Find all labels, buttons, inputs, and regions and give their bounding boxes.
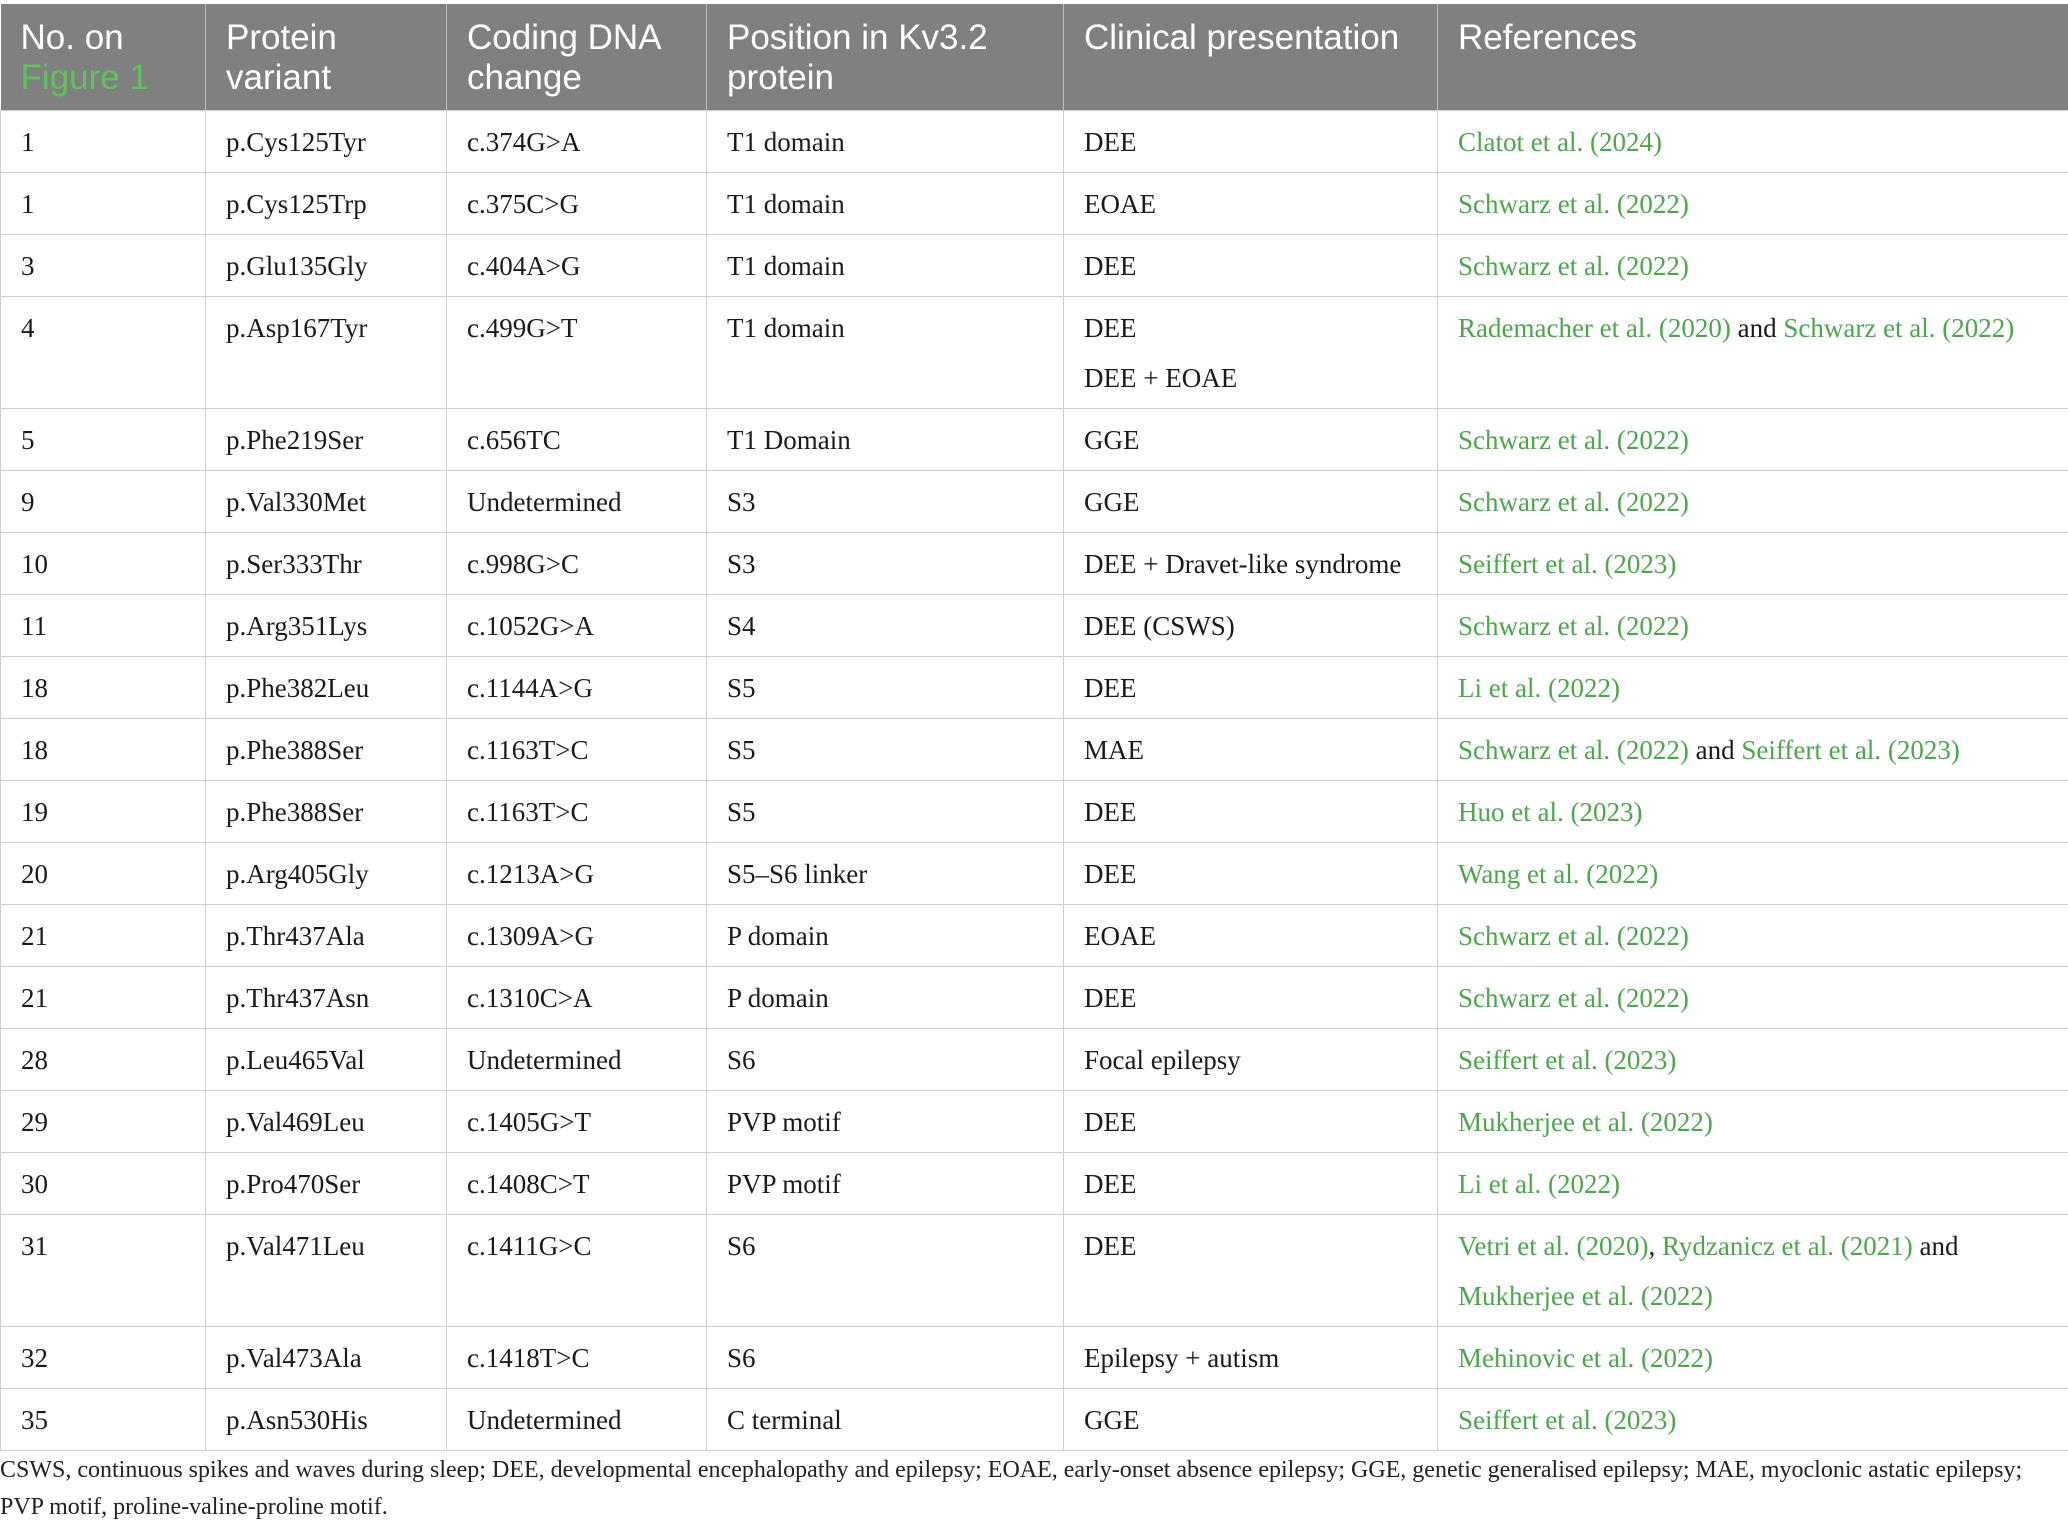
cell-position: T1 domain [707,297,1064,409]
cell-position: S5 [707,781,1064,843]
cell-position: S5 [707,719,1064,781]
table-row [1,781,2068,843]
table-row [1,1389,2068,1451]
cell-protein-variant: p.Pro470Ser [206,1153,447,1215]
variants-table-container [0,4,2068,1451]
clinical-line: DEE [1084,1169,1137,1199]
cell-coding-dna: Undetermined [447,1029,707,1091]
table-row [1,1029,2068,1091]
cell-coding-dna: c.375C>G [447,173,707,235]
cell-clinical-presentation [1064,657,1438,719]
cell-no: 5 [1,409,206,471]
clinical-line: DEE [1084,1107,1137,1137]
reference-separator: and [1730,313,1784,343]
cell-protein-variant: p.Ser333Thr [206,533,447,595]
header-no-on-figure [1,4,206,111]
cell-references [1438,719,2068,781]
cell-references [1438,657,2068,719]
reference-link[interactable]: Seiffert et al. (2023) [1458,1405,1677,1435]
table-row [1,1327,2068,1389]
cell-no: 11 [1,595,206,657]
table-row [1,1091,2068,1153]
cell-protein-variant: p.Thr437Asn [206,967,447,1029]
cell-no: 4 [1,297,206,409]
cell-no: 19 [1,781,206,843]
cell-protein-variant: p.Phe388Ser [206,719,447,781]
cell-no: 35 [1,1389,206,1451]
reference-link[interactable]: Mukherjee et al. (2022) [1458,1281,1713,1311]
cell-no: 30 [1,1153,206,1215]
reference-link[interactable]: Schwarz et al. (2022) [1458,611,1689,641]
cell-position: S4 [707,595,1064,657]
table-row [1,1153,2068,1215]
cell-protein-variant: p.Val473Ala [206,1327,447,1389]
clinical-line: DEE [1084,859,1137,889]
header-coding-dna-change: Coding DNA change [447,4,707,111]
table-row [1,533,2068,595]
reference-link[interactable]: Schwarz et al. (2022) [1458,251,1689,281]
cell-references [1438,905,2068,967]
header-references: References [1438,4,2068,111]
cell-clinical-presentation [1064,595,1438,657]
figure-1-link[interactable]: Figure 1 [20,58,149,97]
cell-position: T1 domain [707,173,1064,235]
cell-references [1438,843,2068,905]
cell-references [1438,471,2068,533]
table-row [1,111,2068,173]
cell-references [1438,1029,2068,1091]
cell-coding-dna: c.998G>C [447,533,707,595]
cell-references [1438,967,2068,1029]
cell-references [1438,235,2068,297]
table-row [1,595,2068,657]
cell-no: 10 [1,533,206,595]
cell-position: C terminal [707,1389,1064,1451]
cell-protein-variant: p.Val471Leu [206,1215,447,1327]
cell-position: S3 [707,533,1064,595]
cell-coding-dna: Undetermined [447,471,707,533]
cell-no: 18 [1,657,206,719]
clinical-line: MAE [1084,735,1144,765]
reference-link[interactable]: Schwarz et al. (2022) [1458,425,1689,455]
reference-link[interactable]: Schwarz et al. (2022) [1458,921,1689,951]
clinical-line: GGE [1084,425,1140,455]
cell-coding-dna: c.656TC [447,409,707,471]
cell-coding-dna: c.1411G>C [447,1215,707,1327]
cell-no: 20 [1,843,206,905]
cell-coding-dna: c.1309A>G [447,905,707,967]
cell-references [1438,173,2068,235]
cell-protein-variant: p.Phe382Leu [206,657,447,719]
cell-protein-variant: p.Leu465Val [206,1029,447,1091]
cell-coding-dna: c.1418T>C [447,1327,707,1389]
cell-protein-variant: p.Arg405Gly [206,843,447,905]
clinical-line: DEE [1084,797,1137,827]
kv32-variants-table [0,4,2068,1451]
cell-clinical-presentation [1064,1389,1438,1451]
reference-link[interactable]: Mukherjee et al. (2022) [1458,1107,1713,1137]
table-row [1,471,2068,533]
cell-position: S3 [707,471,1064,533]
clinical-line: DEE + Dravet-like syndrome [1084,549,1402,579]
cell-clinical-presentation [1064,781,1438,843]
cell-coding-dna: c.1163T>C [447,719,707,781]
cell-coding-dna: c.1408C>T [447,1153,707,1215]
reference-link[interactable]: Seiffert et al. (2023) [1458,1045,1677,1075]
table-row [1,843,2068,905]
cell-references [1438,781,2068,843]
cell-clinical-presentation [1064,905,1438,967]
clinical-line: DEE + EOAE [1084,363,1238,393]
cell-clinical-presentation [1064,1215,1438,1327]
clinical-line: Focal epilepsy [1084,1045,1241,1075]
table-row [1,1215,2068,1327]
cell-references [1438,409,2068,471]
cell-clinical-presentation [1064,843,1438,905]
reference-link[interactable]: Seiffert et al. (2023) [1741,735,1960,765]
reference-link[interactable]: Schwarz et al. (2022) [1458,735,1689,765]
cell-position: S6 [707,1029,1064,1091]
cell-protein-variant: p.Val330Met [206,471,447,533]
cell-coding-dna: c.1052G>A [447,595,707,657]
reference-link[interactable]: Wang et al. (2022) [1458,859,1659,889]
header-position: Position in Kv3.2 protein [707,4,1064,111]
cell-no: 1 [1,111,206,173]
cell-protein-variant: p.Phe388Ser [206,781,447,843]
clinical-line: EOAE [1084,921,1156,951]
table-row [1,173,2068,235]
cell-coding-dna: c.374G>A [447,111,707,173]
clinical-line: GGE [1084,487,1140,517]
reference-link[interactable]: Clatot et al. (2024) [1458,127,1662,157]
reference-separator: and [1912,1231,1959,1261]
reference-link[interactable]: Mehinovic et al. (2022) [1458,1343,1713,1373]
reference-link[interactable]: Seiffert et al. (2023) [1458,549,1677,579]
clinical-line: Epilepsy + autism [1084,1343,1280,1373]
cell-protein-variant: p.Asn530His [206,1389,447,1451]
cell-position: T1 Domain [707,409,1064,471]
cell-coding-dna: c.1144A>G [447,657,707,719]
cell-clinical-presentation [1064,1091,1438,1153]
reference-link[interactable]: Rademacher et al. (2020) [1458,313,1731,343]
reference-link[interactable]: Schwarz et al. (2022) [1458,983,1689,1013]
header-row [1,4,2068,111]
table-body [1,111,2068,1451]
table-row [1,905,2068,967]
reference-separator: , [1648,1231,1662,1261]
cell-clinical-presentation [1064,1153,1438,1215]
cell-position: P domain [707,967,1064,1029]
table-footnote: CSWS, continuous spikes and waves during sleep; DEE, developmental encephalopathy and epilepsy; EOAE, early-onset absence epilepsy; GGE, genetic generalised epilepsy; MAE, myoclonic astatic epilepsy; PVP motif, proline-valine-proline motif. [0,1457,2023,1520]
cell-position: S6 [707,1327,1064,1389]
clinical-line: DEE [1084,673,1137,703]
cell-references [1438,595,2068,657]
clinical-line: DEE [1084,251,1137,281]
cell-no: 3 [1,235,206,297]
cell-references [1438,1153,2068,1215]
header-clinical-presentation: Clinical presentation [1064,4,1438,111]
cell-protein-variant: p.Glu135Gly [206,235,447,297]
cell-clinical-presentation [1064,533,1438,595]
clinical-line: EOAE [1084,189,1156,219]
cell-clinical-presentation [1064,471,1438,533]
clinical-line: DEE [1084,127,1137,157]
cell-protein-variant: p.Asp167Tyr [206,297,447,409]
reference-link[interactable]: Li et al. (2022) [1458,1169,1620,1199]
cell-position: PVP motif [707,1091,1064,1153]
cell-coding-dna: c.404A>G [447,235,707,297]
cell-protein-variant: p.Val469Leu [206,1091,447,1153]
cell-coding-dna: c.1310C>A [447,967,707,1029]
reference-link[interactable]: Li et al. (2022) [1458,673,1620,703]
cell-position: PVP motif [707,1153,1064,1215]
clinical-line: DEE (CSWS) [1084,611,1235,641]
cell-coding-dna: c.1163T>C [447,781,707,843]
reference-link[interactable]: Vetri et al. (2020) [1458,1231,1649,1261]
cell-protein-variant: p.Thr437Ala [206,905,447,967]
cell-position: S6 [707,1215,1064,1327]
reference-link[interactable]: Schwarz et al. (2022) [1458,189,1689,219]
cell-clinical-presentation [1064,111,1438,173]
cell-references [1438,1389,2068,1451]
cell-position: S5–S6 linker [707,843,1064,905]
header-protein-variant: Protein variant [206,4,447,111]
cell-clinical-presentation [1064,235,1438,297]
clinical-line: DEE [1084,313,1137,343]
table-row [1,967,2068,1029]
clinical-line: GGE [1084,1405,1140,1435]
table-row [1,297,2068,409]
cell-clinical-presentation [1064,409,1438,471]
cell-clinical-presentation [1064,967,1438,1029]
cell-coding-dna: c.1405G>T [447,1091,707,1153]
cell-no: 1 [1,173,206,235]
clinical-line: DEE [1084,983,1137,1013]
table-row [1,235,2068,297]
cell-protein-variant: p.Cys125Tyr [206,111,447,173]
cell-protein-variant: p.Phe219Ser [206,409,447,471]
cell-clinical-presentation [1064,173,1438,235]
cell-no: 31 [1,1215,206,1327]
cell-no: 9 [1,471,206,533]
cell-coding-dna: c.1213A>G [447,843,707,905]
cell-no: 28 [1,1029,206,1091]
cell-coding-dna: c.499G>T [447,297,707,409]
cell-no: 21 [1,905,206,967]
cell-references [1438,1091,2068,1153]
cell-references [1438,1327,2068,1389]
table-row [1,409,2068,471]
cell-protein-variant: p.Cys125Trp [206,173,447,235]
cell-clinical-presentation [1064,1029,1438,1091]
cell-clinical-presentation [1064,719,1438,781]
cell-position: P domain [707,905,1064,967]
cell-no: 29 [1,1091,206,1153]
table-row [1,719,2068,781]
cell-protein-variant: p.Arg351Lys [206,595,447,657]
reference-link[interactable]: Schwarz et al. (2022) [1783,313,2015,343]
cell-references [1438,533,2068,595]
cell-no: 18 [1,719,206,781]
cell-position: S5 [707,657,1064,719]
header-no-on-label: No. on [20,18,124,57]
reference-link[interactable]: Huo et al. (2023) [1458,797,1643,827]
cell-clinical-presentation [1064,1327,1438,1389]
cell-references [1438,1215,2068,1327]
cell-no: 32 [1,1327,206,1389]
table-row [1,657,2068,719]
cell-position: T1 domain [707,235,1064,297]
cell-position: T1 domain [707,111,1064,173]
table-header [1,4,2068,111]
cell-references [1438,297,2068,409]
clinical-line: DEE [1084,1231,1137,1261]
cell-clinical-presentation [1064,297,1438,409]
reference-link[interactable]: Rydzanicz et al. (2021) [1661,1231,1913,1261]
reference-link[interactable]: Schwarz et al. (2022) [1458,487,1689,517]
cell-coding-dna: Undetermined [447,1389,707,1451]
cell-references [1438,111,2068,173]
cell-no: 21 [1,967,206,1029]
reference-separator: and [1688,735,1742,765]
